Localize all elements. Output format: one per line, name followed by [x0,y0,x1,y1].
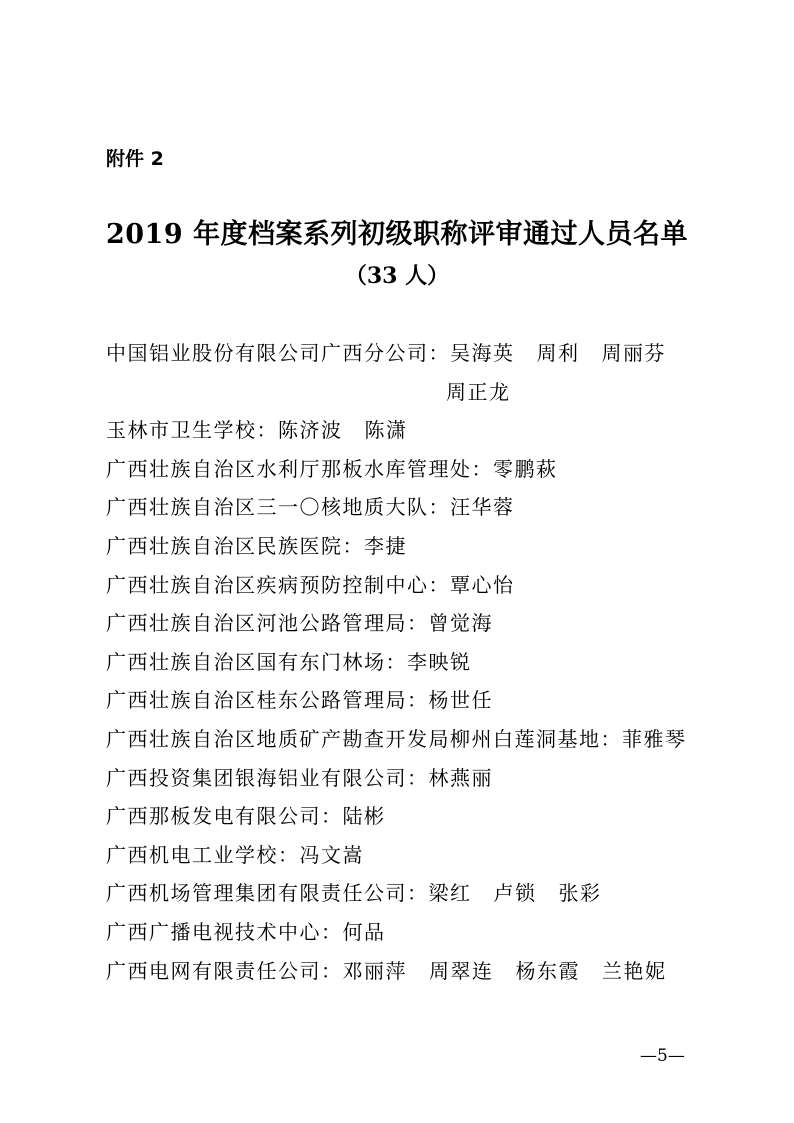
separator: ： [428,495,450,520]
list-item [106,566,726,605]
separator: ： [321,804,343,829]
organization-name: 广西投资集团银海铝业有限公司 [106,765,407,790]
separator: ： [407,688,429,713]
list-item [106,913,726,952]
list-item [106,681,726,720]
organization-name: 广西壮族自治区桂东公路管理局 [106,688,407,713]
organization-name: 广西机电工业学校 [106,842,278,867]
person-name: 汪华蓉 [450,495,515,520]
person-name: 零鹏萩 [493,456,558,481]
person-name: 陈潇 [364,418,408,443]
separator: ： [256,418,278,443]
list-item [106,759,726,798]
organization-name: 广西机场管理集团有限责任公司 [106,881,407,906]
person-name: 卢锁 [493,881,537,906]
organization-name: 广西壮族自治区地质矿产勘查开发局柳州白莲洞基地 [106,726,601,751]
separator: ： [407,611,429,636]
separator: ： [278,842,300,867]
person-name: 李捷 [364,533,407,558]
document-title: 2019 年度档案系列初级职称评审通过人员名单 [105,219,689,250]
person-name: 吴海英 [450,341,515,365]
organization-name: 广西壮族自治区三一〇核地质大队 [106,495,429,520]
separator: ： [342,533,364,558]
person-name: 周利 [536,341,580,365]
list-item [106,952,726,991]
separator: ： [385,649,407,674]
list-item [106,797,726,836]
person-name: 林燕丽 [428,765,493,790]
organization-name: 广西壮族自治区疾病预防控制中心 [106,572,429,597]
person-name: 曾觉海 [428,611,493,636]
person-name: 梁红 [428,881,472,906]
organization-name: 中国铝业股份有限公司广西分公司 [106,341,429,365]
list-item [106,488,726,527]
organization-name: 广西壮族自治区水利厅那板水库管理处 [106,456,472,481]
separator: ： [407,765,429,790]
organization-name: 广西那板发电有限公司 [106,804,321,829]
separator: ： [428,572,450,597]
list-item [106,411,726,450]
attachment-label: 附件 2 [106,148,164,170]
personnel-list [106,334,726,990]
list-item [106,450,726,489]
list-item [106,643,726,682]
person-name: 张彩 [558,881,602,906]
list-item [106,720,726,759]
list-item [106,334,726,373]
person-name: 何品 [342,919,386,944]
separator: ： [321,919,343,944]
separator: ： [321,958,343,983]
person-name: 邓丽萍 [342,958,407,983]
list-item [106,527,726,566]
person-name: 陆彬 [342,804,386,829]
organization-name: 玉林市卫生学校 [106,418,257,443]
organization-name: 广西电网有限责任公司 [106,958,321,983]
person-name: 陈济波 [278,418,343,443]
list-item [106,604,726,643]
list-item [106,874,726,913]
separator: ： [407,881,429,906]
person-name: 周丽芬 [601,341,666,365]
person-name: 菲雅琴 [622,726,687,751]
separator: ： [600,726,622,751]
separator: ： [428,341,450,365]
person-name: 覃心怡 [450,572,515,597]
person-name: 杨东霞 [515,958,580,983]
document-subtitle: （33 人） [344,263,450,289]
person-name: 周正龙 [446,379,511,404]
person-name: 兰艳妮 [602,958,667,983]
person-name: 杨世任 [428,688,493,713]
list-item [106,836,726,875]
page-number: —5— [640,1046,685,1066]
person-name: 李映锐 [407,649,472,674]
organization-name: 广西广播电视技术中心 [106,919,321,944]
organization-name: 广西壮族自治区河池公路管理局 [106,611,407,636]
list-item-continuation [106,373,726,412]
organization-name: 广西壮族自治区国有东门林场 [106,649,386,674]
person-name: 冯文嵩 [299,842,364,867]
organization-name: 广西壮族自治区民族医院 [106,533,343,558]
separator: ： [471,456,493,481]
person-name: 周翠连 [429,958,494,983]
